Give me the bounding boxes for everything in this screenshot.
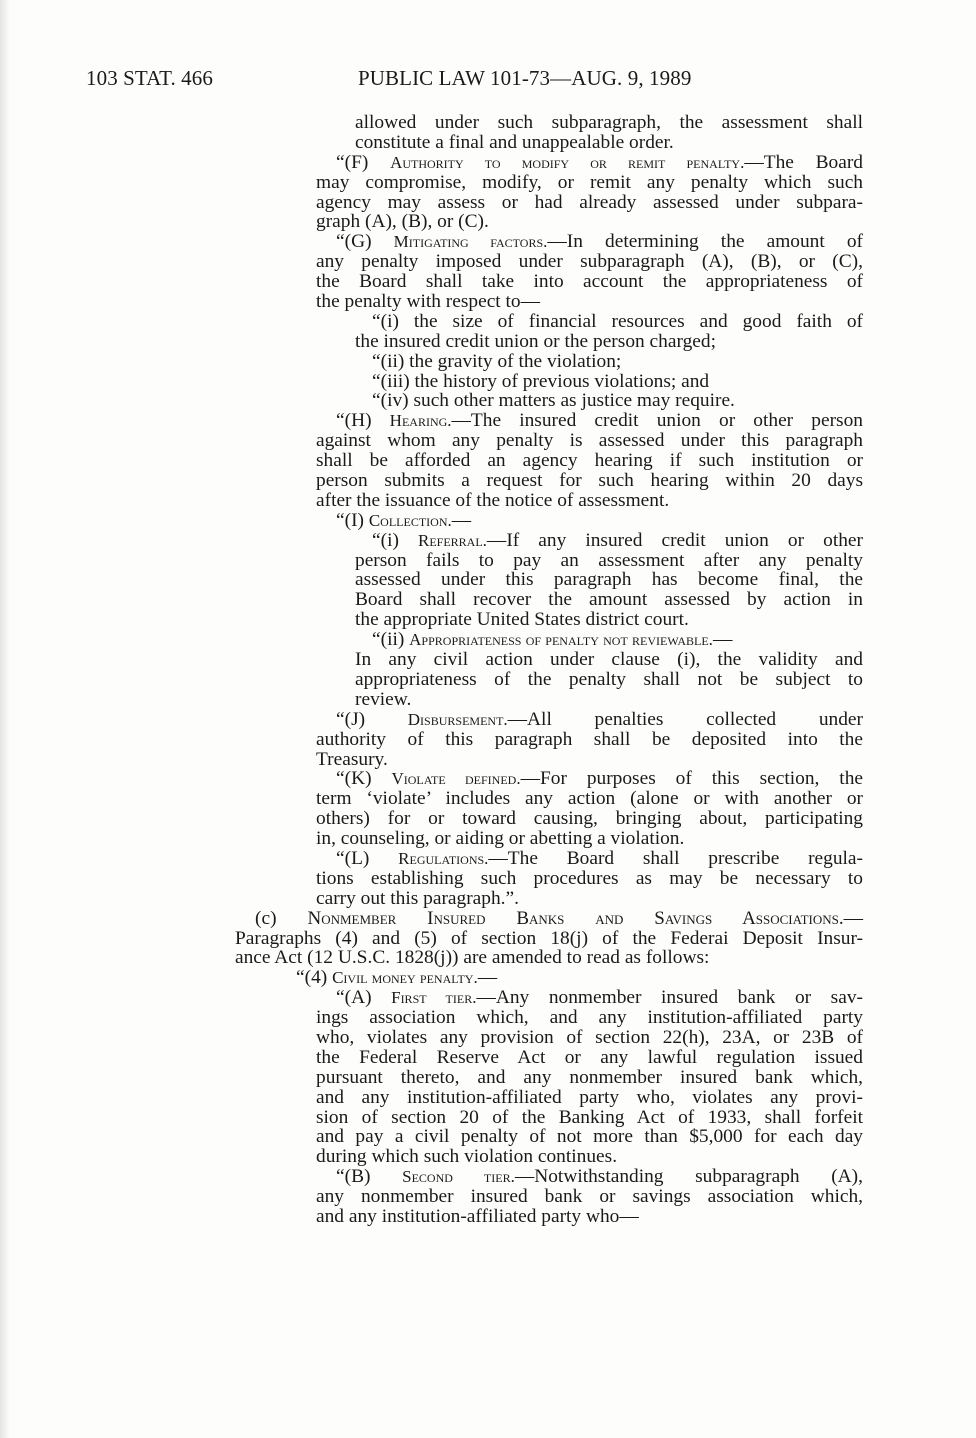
subparagraph-a-heading-line: “(A) First tier.—Any nonmember insured bank or sav- xyxy=(336,987,863,1009)
subparagraph-j-heading-line: “(J) Disbursement.—All penalties collected under xyxy=(336,708,863,730)
subparagraph-f-heading-line: “(F) Authority to modify or remit penalty.—The Board xyxy=(336,151,863,173)
subparagraph-heading: First tier. xyxy=(391,988,477,1008)
text-line: may compromise, modify, or remit any penalty which such xyxy=(316,171,863,193)
text-line: who, violates any provision of section 22(h), 23A, or 23B of xyxy=(316,1026,863,1048)
text-line: Treasury. xyxy=(316,748,388,770)
text-line: constitute a final and unappealable order. xyxy=(355,131,674,153)
text-line: any nonmember insured bank or savings association which, xyxy=(316,1186,863,1208)
statute-page-number: 103 STAT. 466 xyxy=(86,66,213,90)
text-line: carry out this paragraph.”. xyxy=(316,887,519,909)
text-line: review. xyxy=(355,688,412,710)
text-line: the insured credit union or the person charged; xyxy=(355,330,716,352)
subsection-c-heading-line: (c) Nonmember Insured Banks and Savings Associations.— xyxy=(255,907,863,929)
text-line: the Board shall take into account the appropriateness of xyxy=(316,271,863,293)
text-line: others) for or toward causing, bringing about, participating xyxy=(316,808,863,830)
subparagraph-h-heading-line: “(H) Hearing.—The insured credit union or other person xyxy=(336,410,863,432)
running-header xyxy=(86,66,886,92)
subparagraph-k-heading-line: “(K) Violate defined.—For purposes of this section, the xyxy=(336,768,863,790)
clause-heading: Referral. xyxy=(417,530,487,550)
text-line: after the issuance of the notice of assessment. xyxy=(316,489,670,511)
text-line: In any civil action under clause (i), the validity and xyxy=(355,649,863,671)
text-line: authority of this paragraph shall be deposited into the xyxy=(316,728,863,750)
subparagraph-heading: Mitigating factors. xyxy=(393,232,548,252)
text-line: assessed under this paragraph has become final, the xyxy=(355,569,863,591)
text-line: in, counseling, or aiding or abetting a violation. xyxy=(316,828,685,850)
text-line: the Federal Reserve Act or any lawful regulation issued xyxy=(316,1046,863,1068)
statute-text xyxy=(0,113,976,1227)
text-line: during which such violation continues. xyxy=(316,1146,618,1168)
text-line: against whom any penalty is assessed under this paragraph xyxy=(316,430,863,452)
text-line: the appropriate United States district court. xyxy=(355,609,689,631)
clause-line: “(i) the size of financial resources and good faith of xyxy=(372,310,863,332)
clause-i-heading-line: “(i) Referral.—If any insured credit union or other xyxy=(372,529,863,551)
clause-ii-heading-line: “(ii) Appropriateness of penalty not reviewable.— xyxy=(372,629,733,651)
text-line: appropriateness of the penalty shall not be subject to xyxy=(355,668,863,690)
text-line: and any institution-affiliated party who, violates any provi- xyxy=(316,1086,863,1108)
text-line: and any institution-affiliated party who— xyxy=(316,1205,639,1227)
clause-line: “(iv) such other matters as justice may require. xyxy=(372,390,735,412)
public-law-title: PUBLIC LAW 101-73—AUG. 9, 1989 xyxy=(358,66,692,90)
paragraph-4-heading-line: “(4) Civil money penalty.— xyxy=(296,967,498,989)
text-line: person submits a request for such hearing within 20 days xyxy=(316,470,863,492)
subparagraph-g-heading-line: “(G) Mitigating factors.—In determining the amount of xyxy=(336,231,863,253)
clause-heading: Appropriateness of penalty not reviewable. xyxy=(409,630,713,650)
text-line: ings association which, and any institution-affiliated party xyxy=(316,1007,863,1029)
text-line: Board shall recover the amount assessed by action in xyxy=(355,589,863,611)
text-line: person fails to pay an assessment after any penalty xyxy=(355,549,863,571)
subparagraph-heading: Hearing. xyxy=(389,411,452,431)
text-line: sion of section 20 of the Banking Act of 1933, shall forfeit xyxy=(316,1106,863,1128)
clause-line: “(ii) the gravity of the violation; xyxy=(372,350,622,372)
clause-line: “(iii) the history of previous violations; and xyxy=(372,370,710,392)
subparagraph-heading: Violate defined. xyxy=(391,769,521,789)
subparagraph-i-heading-line: “(I) Collection.— xyxy=(336,509,472,531)
text-line: graph (A), (B), or (C). xyxy=(316,211,489,233)
subparagraph-heading: Authority to modify or remit penalty. xyxy=(390,152,745,172)
text-line: and pay a civil penalty of not more than $5,000 for each day xyxy=(316,1126,863,1148)
paragraph-heading: Civil money penalty. xyxy=(332,968,478,988)
text-line: ance Act (12 U.S.C. 1828(j)) are amended to read as follows: xyxy=(235,947,710,969)
subparagraph-heading: Second tier. xyxy=(402,1167,515,1187)
subparagraph-b-heading-line: “(B) Second tier.—Notwithstanding subparagraph (A), xyxy=(336,1166,863,1188)
subparagraph-l-heading-line: “(L) Regulations.—The Board shall prescribe regula- xyxy=(336,847,863,869)
subparagraph-heading: Disbursement. xyxy=(407,709,508,729)
subsection-heading: Nonmember Insured Banks and Savings Associations. xyxy=(307,907,844,929)
text-line: term ‘violate’ includes any action (alone or with another or xyxy=(316,788,863,810)
text-line: allowed under such subparagraph, the assessment shall xyxy=(355,112,863,133)
text-line: agency may assess or had already assessed under subpara- xyxy=(316,191,863,213)
subparagraph-heading: Regulations. xyxy=(398,848,489,868)
text-line: pursuant thereto, and any nonmember insured bank which, xyxy=(316,1066,863,1088)
text-line: tions establishing such procedures as may be necessary to xyxy=(316,867,863,889)
subparagraph-heading: Collection. xyxy=(368,510,452,530)
text-line: Paragraphs (4) and (5) of section 18(j) of the Federai Deposit Insur- xyxy=(235,927,863,949)
text-line: the penalty with respect to— xyxy=(316,291,541,313)
text-line: any penalty imposed under subparagraph (A), (B), or (C), xyxy=(316,251,863,273)
text-line: shall be afforded an agency hearing if such institution or xyxy=(316,450,863,472)
